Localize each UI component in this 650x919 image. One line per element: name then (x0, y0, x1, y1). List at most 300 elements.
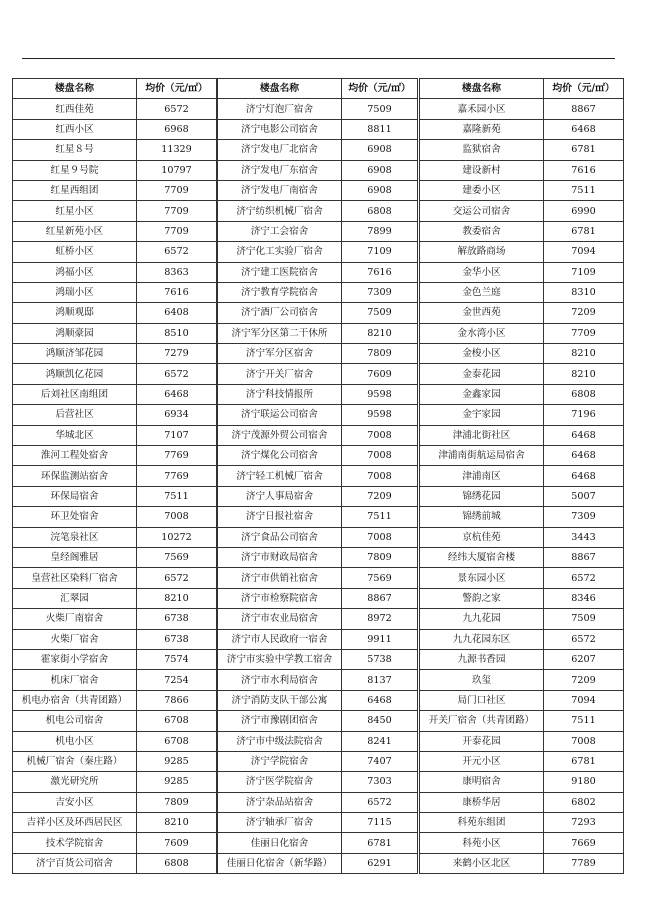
table-row (218, 282, 418, 302)
table-row (420, 853, 624, 873)
table-row (218, 344, 418, 364)
property-name-cell: 红星新苑小区 (13, 221, 137, 241)
property-name-cell: 开元小区 (420, 751, 544, 771)
property-name-cell: 红西小区 (13, 119, 137, 139)
table-row (218, 425, 418, 445)
property-name-cell: 济宁军分区第二干休所 (218, 323, 342, 343)
property-name-cell: 济宁百货公司宿舍 (13, 853, 137, 873)
property-name-cell: 济宁市实验中学教工宿舍 (218, 649, 342, 669)
property-name-cell: 淮河工程处宿舍 (13, 446, 137, 466)
avg-price-cell: 6781 (544, 751, 624, 771)
table-row (13, 588, 217, 608)
avg-price-cell: 7209 (342, 486, 418, 506)
avg-price-cell: 6468 (137, 384, 217, 404)
column-header-name: 楼盘名称 (218, 79, 342, 99)
property-name-cell: 鸿顺凯亿花园 (13, 364, 137, 384)
table-row (420, 466, 624, 486)
avg-price-cell: 7209 (544, 303, 624, 323)
avg-price-cell: 7669 (544, 833, 624, 853)
table-row (13, 119, 217, 139)
property-name-cell: 鸿福小区 (13, 262, 137, 282)
avg-price-cell: 9285 (137, 772, 217, 792)
avg-price-cell: 7008 (137, 507, 217, 527)
table-row (420, 303, 624, 323)
avg-price-cell: 7008 (544, 731, 624, 751)
table-row (420, 221, 624, 241)
property-name-cell: 济宁联运公司宿舍 (218, 405, 342, 425)
avg-price-cell: 6708 (137, 711, 217, 731)
avg-price-cell: 7094 (544, 690, 624, 710)
avg-price-cell: 7279 (137, 344, 217, 364)
table-row (13, 221, 217, 241)
table-row (13, 384, 217, 404)
table-row (13, 813, 217, 833)
property-name-cell: 环保局宿舍 (13, 486, 137, 506)
avg-price-cell: 7709 (137, 180, 217, 200)
property-name-cell: 后营社区 (13, 405, 137, 425)
property-name-cell: 浣笔泉社区 (13, 527, 137, 547)
table-row (13, 853, 217, 873)
avg-price-cell: 6408 (137, 303, 217, 323)
property-name-cell: 济宁日报社宿舍 (218, 507, 342, 527)
property-name-cell: 经纬大厦宿舍楼 (420, 547, 544, 567)
table-row (13, 792, 217, 812)
property-name-cell: 济宁轴承厂宿舍 (218, 813, 342, 833)
property-name-cell: 吉祥小区及环西居民区 (13, 813, 137, 833)
table-row (218, 384, 418, 404)
table-row (218, 833, 418, 853)
avg-price-cell: 7008 (342, 425, 418, 445)
avg-price-cell: 7115 (342, 813, 418, 833)
table-row (13, 670, 217, 690)
avg-price-cell: 7309 (544, 507, 624, 527)
avg-price-cell: 8972 (342, 609, 418, 629)
property-name-cell: 吉安小区 (13, 792, 137, 812)
property-name-cell: 汇翠园 (13, 588, 137, 608)
property-name-cell: 机电小区 (13, 731, 137, 751)
property-name-cell: 济宁酒厂公司宿舍 (218, 303, 342, 323)
table-row (218, 201, 418, 221)
property-name-cell: 济宁食品公司宿舍 (218, 527, 342, 547)
property-name-cell: 济宁茂源外贸公司宿舍 (218, 425, 342, 445)
property-name-cell: 济宁市供销社宿舍 (218, 568, 342, 588)
avg-price-cell: 6968 (137, 119, 217, 139)
property-name-cell: 济宁市农业局宿舍 (218, 609, 342, 629)
avg-price-cell: 7509 (544, 609, 624, 629)
avg-price-cell: 7008 (342, 527, 418, 547)
table-row (218, 670, 418, 690)
property-name-cell: 济宁市中级法院宿舍 (218, 731, 342, 751)
table-row (420, 323, 624, 343)
property-name-cell: 红星９号院 (13, 160, 137, 180)
property-name-cell: 济宁发电厂南宿舍 (218, 180, 342, 200)
avg-price-cell: 6781 (342, 833, 418, 853)
property-name-cell: 济宁市水利局宿舍 (218, 670, 342, 690)
avg-price-cell: 6468 (544, 446, 624, 466)
table-row (218, 140, 418, 160)
table-row (218, 527, 418, 547)
property-name-cell: 开泰花园 (420, 731, 544, 751)
table-row (218, 303, 418, 323)
avg-price-cell: 7407 (342, 751, 418, 771)
table-row (218, 486, 418, 506)
property-name-cell: 佳丽日化宿舍（新华路） (218, 853, 342, 873)
avg-price-cell: 6572 (137, 99, 217, 119)
property-name-cell: 环卫处宿舍 (13, 507, 137, 527)
table-row (420, 364, 624, 384)
property-name-cell: 济宁杂品站宿舍 (218, 792, 342, 812)
table-row (420, 833, 624, 853)
table-row (13, 446, 217, 466)
property-name-cell: 济宁开关厂宿舍 (218, 364, 342, 384)
avg-price-cell: 7511 (342, 507, 418, 527)
avg-price-cell: 6908 (342, 180, 418, 200)
property-name-cell: 津浦南街航运局宿舍 (420, 446, 544, 466)
table-row (420, 140, 624, 160)
table-row (13, 731, 217, 751)
property-name-cell: 机电办宿舍（共青团路） (13, 690, 137, 710)
avg-price-cell: 7769 (137, 466, 217, 486)
property-name-cell: 京杭佳苑 (420, 527, 544, 547)
property-name-cell: 济宁建工医院宿舍 (218, 262, 342, 282)
property-name-cell: 金水湾小区 (420, 323, 544, 343)
property-name-cell: 皇经阁雅居 (13, 547, 137, 567)
table-row (218, 751, 418, 771)
property-name-cell: 红西佳苑 (13, 99, 137, 119)
avg-price-cell: 5007 (544, 486, 624, 506)
table-row (13, 609, 217, 629)
avg-price-cell: 6572 (544, 568, 624, 588)
property-name-cell: 济宁发电厂东宿舍 (218, 160, 342, 180)
property-name-cell: 济宁发电厂北宿舍 (218, 140, 342, 160)
avg-price-cell: 9598 (342, 384, 418, 404)
property-name-cell: 开关厂宿舍（共青团路） (420, 711, 544, 731)
property-name-cell: 九九花园 (420, 609, 544, 629)
avg-price-cell: 9285 (137, 751, 217, 771)
avg-price-cell: 9911 (342, 629, 418, 649)
property-name-cell: 济宁市豫剧团宿舍 (218, 711, 342, 731)
table-row (420, 792, 624, 812)
avg-price-cell: 3443 (544, 527, 624, 547)
avg-price-cell: 8510 (137, 323, 217, 343)
property-name-cell: 金世西苑 (420, 303, 544, 323)
table-row (218, 690, 418, 710)
avg-price-cell: 8867 (544, 99, 624, 119)
table-row (420, 690, 624, 710)
avg-price-cell: 7899 (342, 221, 418, 241)
property-name-cell: 华城北区 (13, 425, 137, 445)
table-row (13, 201, 217, 221)
avg-price-cell: 7769 (137, 446, 217, 466)
table-row (218, 405, 418, 425)
avg-price-cell: 7008 (342, 446, 418, 466)
avg-price-cell: 6990 (544, 201, 624, 221)
avg-price-cell: 7569 (137, 547, 217, 567)
avg-price-cell: 7107 (137, 425, 217, 445)
property-name-cell: 金鑫家园 (420, 384, 544, 404)
property-name-cell: 监狱宿舍 (420, 140, 544, 160)
avg-price-cell: 6738 (137, 609, 217, 629)
property-name-cell: 济宁煤化公司宿舍 (218, 446, 342, 466)
property-name-cell: 红星小区 (13, 201, 137, 221)
property-name-cell: 济宁教育学院宿舍 (218, 282, 342, 302)
table-row (420, 405, 624, 425)
property-name-cell: 康桥华居 (420, 792, 544, 812)
property-name-cell: 来鹤小区北区 (420, 853, 544, 873)
table-row (218, 507, 418, 527)
column-header-price: 均价（元/㎡） (544, 79, 624, 99)
avg-price-cell: 5738 (342, 649, 418, 669)
avg-price-cell: 8210 (137, 588, 217, 608)
property-name-cell: 鸿顺观邸 (13, 303, 137, 323)
table-row (420, 670, 624, 690)
table-row (13, 160, 217, 180)
price-table-1 (12, 78, 217, 874)
table-row (218, 588, 418, 608)
table-row (13, 507, 217, 527)
table-row (420, 711, 624, 731)
avg-price-cell: 7709 (137, 221, 217, 241)
table-row (13, 282, 217, 302)
table-row (13, 303, 217, 323)
avg-price-cell: 8210 (137, 813, 217, 833)
price-table-2 (217, 78, 418, 874)
avg-price-cell: 6468 (342, 690, 418, 710)
avg-price-cell: 7509 (342, 99, 418, 119)
avg-price-cell: 8241 (342, 731, 418, 751)
avg-price-cell: 7109 (544, 262, 624, 282)
table-row (420, 507, 624, 527)
property-name-cell: 局门口社区 (420, 690, 544, 710)
property-name-cell: 红星西组团 (13, 180, 137, 200)
avg-price-cell: 7709 (137, 201, 217, 221)
property-name-cell: 九九花园东区 (420, 629, 544, 649)
avg-price-cell: 7254 (137, 670, 217, 690)
avg-price-cell: 7616 (137, 282, 217, 302)
table-row (420, 119, 624, 139)
table-row (218, 180, 418, 200)
property-name-cell: 玖玺 (420, 670, 544, 690)
property-name-cell: 锦绣花园 (420, 486, 544, 506)
avg-price-cell: 6572 (137, 364, 217, 384)
property-name-cell: 火柴厂宿舍 (13, 629, 137, 649)
table-row (13, 466, 217, 486)
table-row (218, 364, 418, 384)
avg-price-cell: 10797 (137, 160, 217, 180)
property-name-cell: 红星８号 (13, 140, 137, 160)
table-row (420, 180, 624, 200)
property-name-cell: 济宁军分区宿舍 (218, 344, 342, 364)
property-name-cell: 建设新村 (420, 160, 544, 180)
property-name-cell: 皇营社区染料厂宿舍 (13, 568, 137, 588)
table-row (218, 609, 418, 629)
avg-price-cell: 6808 (544, 384, 624, 404)
table-row (420, 262, 624, 282)
avg-price-cell: 8137 (342, 670, 418, 690)
property-name-cell: 济宁医学院宿舍 (218, 772, 342, 792)
price-table-3 (419, 78, 624, 874)
table-row (420, 201, 624, 221)
table-row (13, 690, 217, 710)
avg-price-cell: 6468 (544, 466, 624, 486)
property-name-cell: 警韵之家 (420, 588, 544, 608)
avg-price-cell: 7569 (342, 568, 418, 588)
property-name-cell: 技术学院宿舍 (13, 833, 137, 853)
table-row (13, 751, 217, 771)
column-header-name: 楼盘名称 (420, 79, 544, 99)
table-row (218, 731, 418, 751)
table-row (420, 446, 624, 466)
avg-price-cell: 7789 (544, 853, 624, 873)
avg-price-cell: 7866 (137, 690, 217, 710)
table-row (13, 140, 217, 160)
avg-price-cell: 7511 (544, 180, 624, 200)
table-row (420, 813, 624, 833)
avg-price-cell: 6572 (137, 568, 217, 588)
avg-price-cell: 6572 (342, 792, 418, 812)
avg-price-cell: 7709 (544, 323, 624, 343)
table-row (218, 242, 418, 262)
avg-price-cell: 6468 (544, 119, 624, 139)
column-header-price: 均价（元/㎡） (137, 79, 217, 99)
avg-price-cell: 8450 (342, 711, 418, 731)
table-row (218, 446, 418, 466)
table-row (13, 242, 217, 262)
table-row (420, 527, 624, 547)
avg-price-cell: 6572 (137, 242, 217, 262)
table-row (13, 711, 217, 731)
table-row (218, 160, 418, 180)
column-header-name: 楼盘名称 (13, 79, 137, 99)
property-name-cell: 环保监测站宿舍 (13, 466, 137, 486)
table-row (218, 568, 418, 588)
property-name-cell: 康明宿舍 (420, 772, 544, 792)
avg-price-cell: 7511 (137, 486, 217, 506)
property-name-cell: 嘉隆新苑 (420, 119, 544, 139)
avg-price-cell: 10272 (137, 527, 217, 547)
avg-price-cell: 7609 (342, 364, 418, 384)
avg-price-cell: 7509 (342, 303, 418, 323)
avg-price-cell: 7616 (544, 160, 624, 180)
table-row (420, 547, 624, 567)
avg-price-cell: 6468 (544, 425, 624, 445)
table-row (218, 547, 418, 567)
property-name-cell: 佳丽日化宿舍 (218, 833, 342, 853)
avg-price-cell: 7609 (137, 833, 217, 853)
table-row (218, 711, 418, 731)
column-header-price: 均价（元/㎡） (342, 79, 418, 99)
avg-price-cell: 6808 (342, 201, 418, 221)
property-name-cell: 景东园小区 (420, 568, 544, 588)
table-row (420, 384, 624, 404)
property-name-cell: 嘉禾园小区 (420, 99, 544, 119)
property-name-cell: 科苑小区 (420, 833, 544, 853)
avg-price-cell: 7209 (544, 670, 624, 690)
table-row (13, 364, 217, 384)
table-row (420, 160, 624, 180)
avg-price-cell: 6934 (137, 405, 217, 425)
property-name-cell: 九源书香园 (420, 649, 544, 669)
avg-price-cell: 6908 (342, 160, 418, 180)
table-row (218, 119, 418, 139)
avg-price-cell: 6207 (544, 649, 624, 669)
property-name-cell: 济宁轻工机械厂宿舍 (218, 466, 342, 486)
property-name-cell: 虹桥小区 (13, 242, 137, 262)
property-name-cell: 机床厂宿舍 (13, 670, 137, 690)
table-row (13, 262, 217, 282)
property-name-cell: 济宁科技情报所 (218, 384, 342, 404)
property-name-cell: 济宁学院宿舍 (218, 751, 342, 771)
avg-price-cell: 11329 (137, 140, 217, 160)
table-row (13, 527, 217, 547)
property-name-cell: 济宁灯泡厂宿舍 (218, 99, 342, 119)
property-name-cell: 金色兰庭 (420, 282, 544, 302)
table-row (13, 344, 217, 364)
table-row (218, 853, 418, 873)
property-name-cell: 济宁消防支队干部公寓 (218, 690, 342, 710)
avg-price-cell: 6572 (544, 629, 624, 649)
property-name-cell: 济宁化工实验厂宿舍 (218, 242, 342, 262)
table-row (218, 629, 418, 649)
avg-price-cell: 8867 (544, 547, 624, 567)
property-name-cell: 教委宿舍 (420, 221, 544, 241)
table-row (420, 282, 624, 302)
property-name-cell: 解放路商场 (420, 242, 544, 262)
property-name-cell: 金泰花园 (420, 364, 544, 384)
table-row (218, 99, 418, 119)
avg-price-cell: 7809 (137, 792, 217, 812)
avg-price-cell: 7008 (342, 466, 418, 486)
avg-price-cell: 7809 (342, 344, 418, 364)
avg-price-cell: 7303 (342, 772, 418, 792)
table-row (420, 425, 624, 445)
property-name-cell: 后刘社区南组团 (13, 384, 137, 404)
table-row (420, 344, 624, 364)
table-row (420, 588, 624, 608)
property-name-cell: 金梭小区 (420, 344, 544, 364)
table-row (13, 405, 217, 425)
avg-price-cell: 6708 (137, 731, 217, 751)
avg-price-cell: 6802 (544, 792, 624, 812)
property-name-cell: 机电公司宿舍 (13, 711, 137, 731)
property-name-cell: 济宁市财政局宿舍 (218, 547, 342, 567)
avg-price-cell: 6808 (137, 853, 217, 873)
avg-price-cell: 7094 (544, 242, 624, 262)
table-row (13, 425, 217, 445)
table-row (13, 833, 217, 853)
property-name-cell: 济宁市检察院宿舍 (218, 588, 342, 608)
avg-price-cell: 7809 (342, 547, 418, 567)
property-name-cell: 济宁纺织机械厂宿舍 (218, 201, 342, 221)
table-row (420, 629, 624, 649)
avg-price-cell: 8363 (137, 262, 217, 282)
table-row (218, 772, 418, 792)
avg-price-cell: 9180 (544, 772, 624, 792)
table-row (420, 772, 624, 792)
property-name-cell: 金华小区 (420, 262, 544, 282)
avg-price-cell: 8210 (544, 364, 624, 384)
table-row (420, 751, 624, 771)
table-row (13, 99, 217, 119)
property-name-cell: 济宁工会宿舍 (218, 221, 342, 241)
table-row (13, 180, 217, 200)
property-name-cell: 交运公司宿舍 (420, 201, 544, 221)
avg-price-cell: 7109 (342, 242, 418, 262)
property-name-cell: 济宁电影公司宿舍 (218, 119, 342, 139)
table-row (13, 649, 217, 669)
property-name-cell: 建委小区 (420, 180, 544, 200)
property-name-cell: 津浦北街社区 (420, 425, 544, 445)
